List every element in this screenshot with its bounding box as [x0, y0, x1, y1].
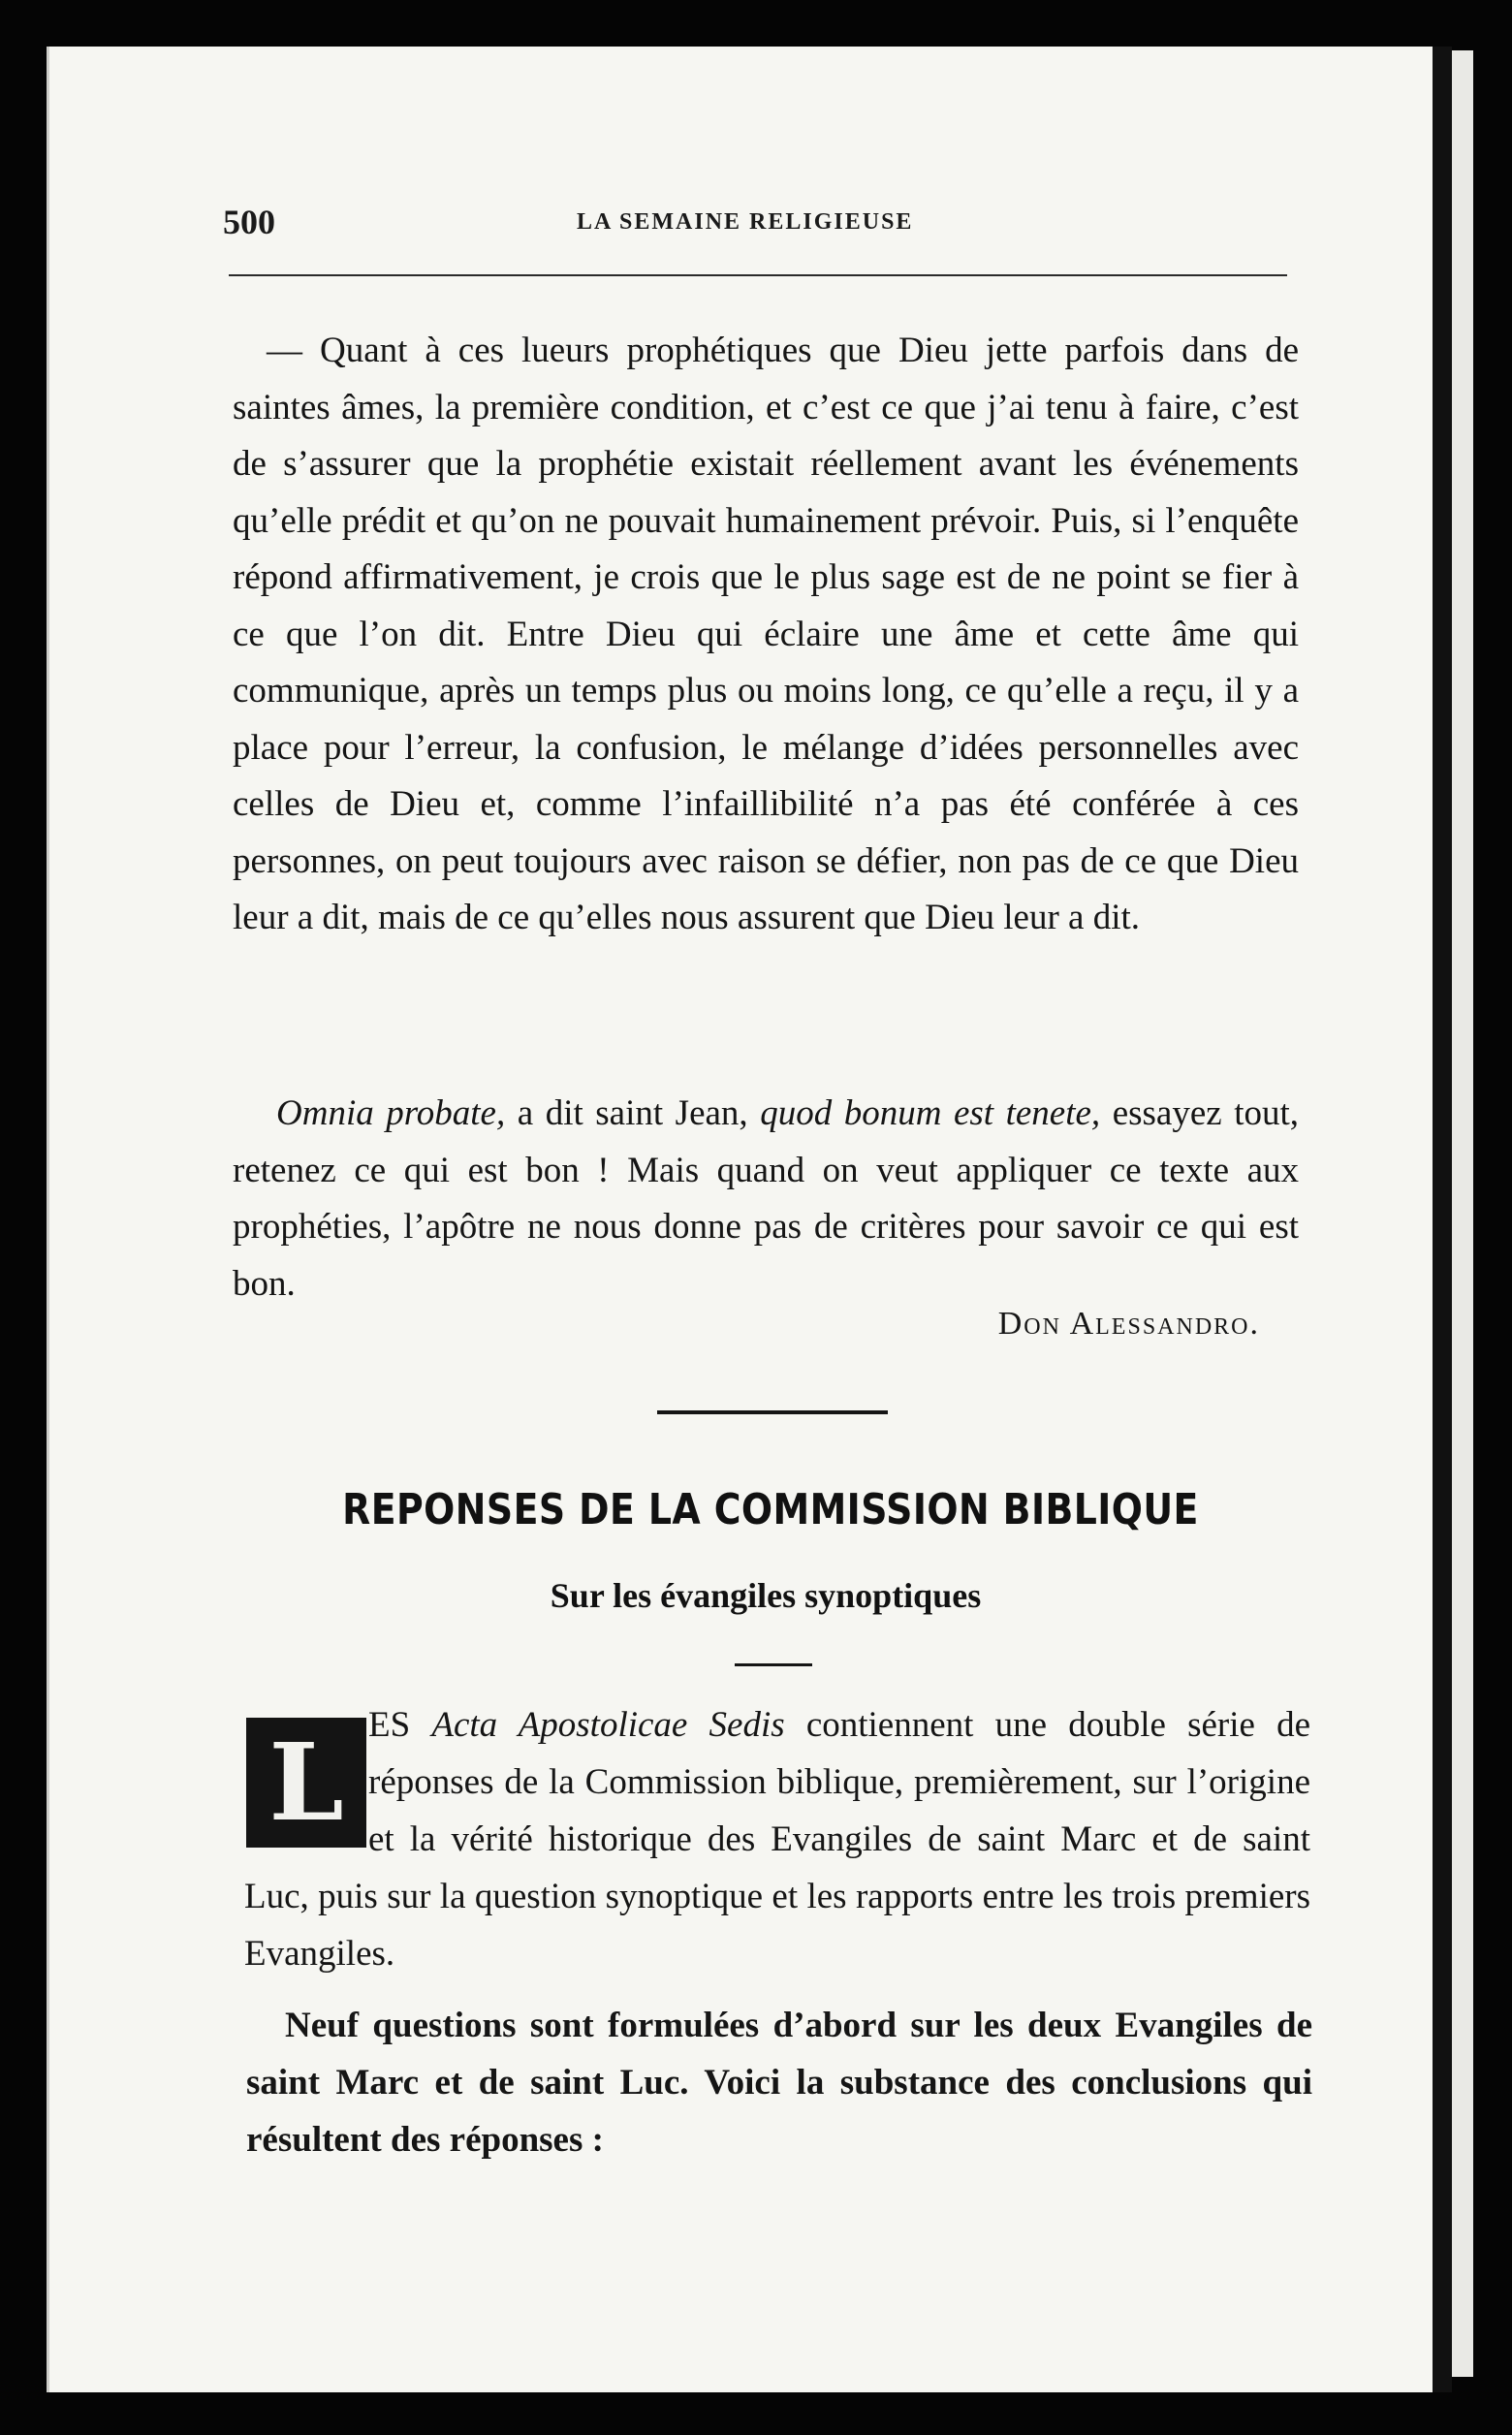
page-gutter — [1433, 47, 1452, 2392]
paragraph-text: a dit saint Jean, — [505, 1093, 761, 1133]
article-paragraph: — Quant à ces lueurs prophétiques que Dieu jette parfois dans de saintes âmes, la première condition, et c’est ce que j’ai tenu à faire, c’est de s’assurer que la prophétie existait réellement avant les événements qu’elle prédit et qu’on ne pouvait humainement prévoir. Puis, si l’enquête répond affirmativement, je crois que le plus sage est de ne point se fier à ce que l’on dit. Entre Dieu qui éclaire une âme et cette âme qui communique, après un temps plus ou moins long, ce qu’elle a reçu, il y a place pour l’erreur, la confusion, le mélange d’idées personnelles avec celles de Dieu et, comme l’infaillibilité n’a pas été conférée à ces personnes, on peut toujours avec raison se défier, non pas de ce que Dieu leur a dit, mais de ce qu’elles nous assurent que Dieu leur a dit. — [233, 331, 1299, 937]
latin-quote: Omnia probate, — [276, 1093, 506, 1133]
paragraph-text: contiennent une double série de réponses de la Commission biblique, premièrement, sur l’origine et la vérité historique des Evangiles de saint Marc et de saint Luc, puis sur la question synoptique et les rapports entre les trois premiers Evangiles. — [244, 1705, 1311, 1974]
latin-quote: quod bonum est tenete, — [760, 1093, 1101, 1133]
running-header — [223, 202, 1299, 260]
article-paragraph — [244, 1696, 1310, 1982]
article-paragraph-quote — [233, 1086, 1299, 1312]
ornamental-dropcap — [246, 1718, 366, 1848]
article-paragraph: Neuf questions sont formulées d’abord sur les deux Evangiles de saint Marc et de saint Luc. Voici la substance des conclusions qui résultent des réponses : — [246, 2006, 1312, 2160]
header-rule — [229, 274, 1287, 276]
paragraph-text: essayez tout, retenez ce qui est bon ! Mais quand on veut appliquer ce texte aux prophéties, l’apôtre ne nous donne pas de critères pour savoir ce qui est bon. — [233, 1093, 1300, 1304]
running-title: LA SEMAINE RELIGIEUSE — [577, 209, 914, 235]
author-signature: Don Alessandro. — [997, 1306, 1260, 1342]
section-divider — [657, 1410, 888, 1414]
adjacent-page-edge — [1452, 50, 1473, 2377]
section-subtitle: Sur les évangiles synoptiques — [550, 1576, 982, 1615]
paragraph-text: ES — [368, 1705, 432, 1745]
section-title: REPONSES DE LA COMMISSION BIBLIQUE — [342, 1485, 1199, 1534]
dropcap-letter: L — [268, 1720, 344, 1845]
page-number: 500 — [223, 203, 275, 241]
subtitle-divider — [735, 1663, 812, 1666]
journal-title: Acta Apostolicae Sedis — [431, 1705, 785, 1745]
